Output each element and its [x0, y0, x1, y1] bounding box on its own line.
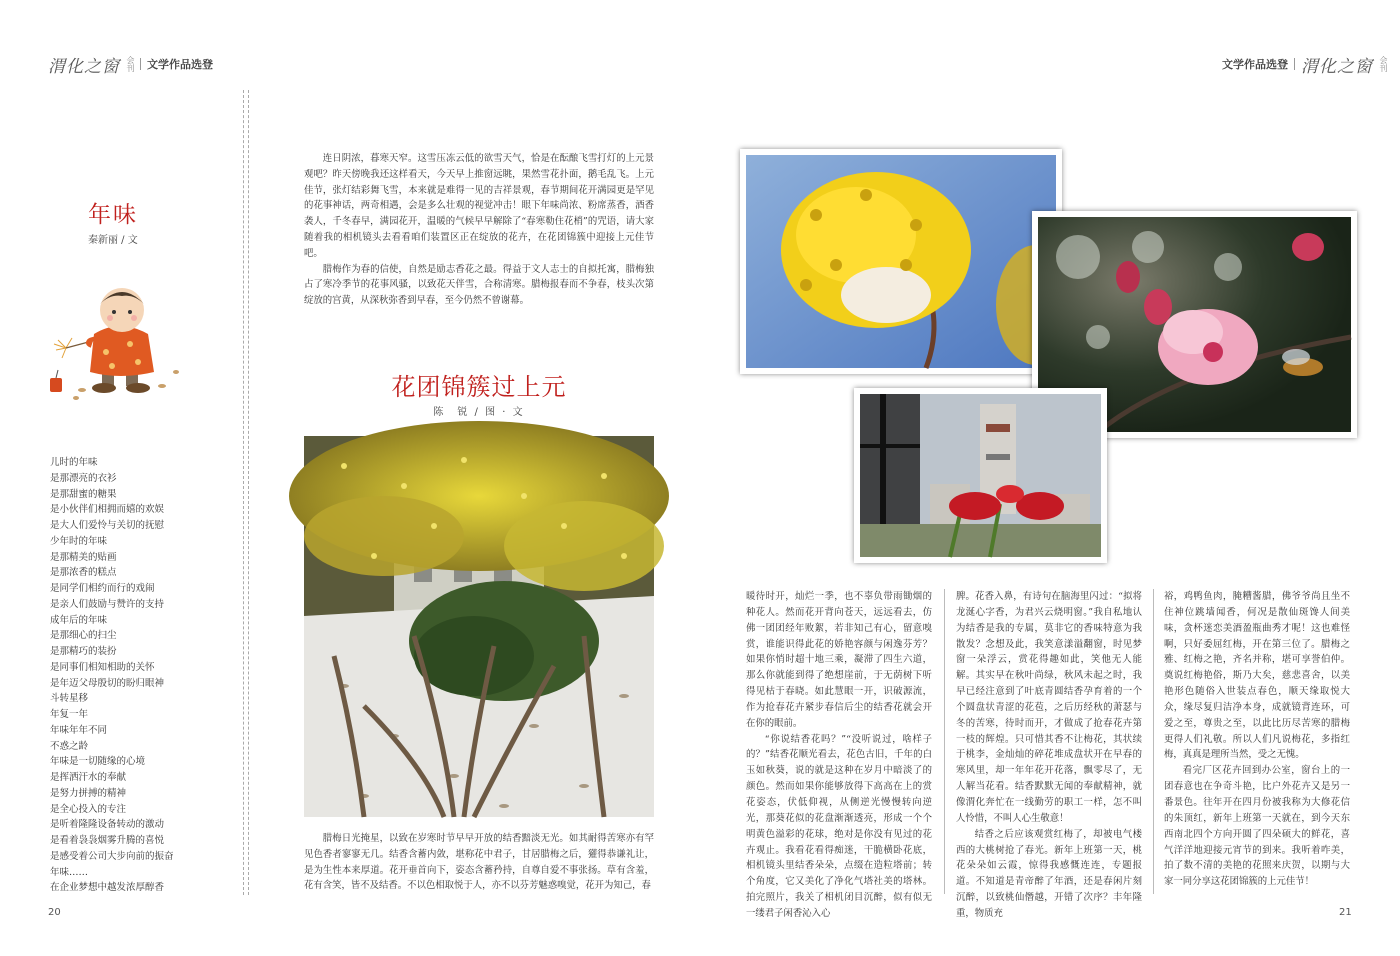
section-title: 文学作品选登: [1222, 58, 1288, 71]
logo-subtitle: 会刊: [126, 56, 135, 72]
poem-line: 是看着袅袅烟雾升腾的喜悦: [50, 835, 165, 846]
poem-line: 儿时的年味: [50, 457, 98, 468]
photo-frame-amaryllis: [854, 388, 1107, 563]
poem-line: 年复一年: [50, 709, 89, 720]
photo-wintersweet-tree-snow: [304, 436, 654, 817]
poem-line: 是那漂亮的衣衫: [50, 472, 117, 484]
poem-line: 年味年年不同: [50, 724, 108, 736]
page-number-left: 20: [48, 907, 61, 918]
header-divider: [140, 58, 141, 70]
photo-frame-edgeworthia: [740, 149, 1062, 374]
column-divider: [248, 90, 249, 895]
poem-line: 是那精巧的装扮: [50, 646, 117, 657]
poem-line: 是亲人们鼓励与赞许的支持: [50, 598, 165, 610]
article-paragraph-text: 暖待时开，灿烂一季，也不辜负带雨锄烟的种花人。然而花开背向苍天，远远看去，仿佛一团团经年败絮，若非知己有心，留意嗅赏，谁能识得此花的娇艳容颜与闲逸芬芳？如果你悄时超十地三乘，凝滞了四生六道，那么你就能到得了绝想崖前，于无荫树下听得见枯于春晓。如此慧眼一开，识破源流，作为抢春花卉紧步春信后尘的结香花就会开在你的眼前。: [746, 591, 932, 729]
poem-line: 是那细心的扫尘: [50, 630, 117, 642]
poem-line: 是那精美的贴画: [50, 551, 117, 563]
poem-line: 是那甜蜜的糖果: [50, 488, 117, 500]
child-firecracker-illustration: [46, 282, 196, 402]
poem-line: 成年后的年味: [50, 614, 108, 626]
article-column-3: [1164, 589, 1350, 909]
poem-line: 是挥洒汗水的奉献: [50, 772, 127, 783]
poem-line: 是听着隆隆设备转动的激动: [50, 819, 165, 831]
article-paragraph-text: 脾。花香入鼻，有诗句在脑海里闪过：“拟将龙涎心字香，为君兴云烧明窗。”我自私地认为结香是我的专属，莫非它的香味特意为我散发？念想及此，我笑意漾溢翻窗，时见梦窗一朵浮云，赏花得趣如此，笑他无人能解。其实早在秋叶尚绿，秋风未起之时，我早已经注意到了叶底青圆结香孕育着的一个个圆盘状青涩的花苞，之后历经秋的萧瑟与冬的苦寒，待时而开，才做成了抢春花卉第一枝的辉煌。只可惜其香不让梅花，其状续于桃李，金灿灿的碎花堆成盘状开在早春的寒风里，却一年年花开花落，飘零尽了，无人解当花看。结香默默无闻的奉献精神，就像渭化奔忙在一线勤劳的职工一样，怎不叫人怜惜，不叫人心生敬意！: [956, 591, 1142, 824]
poem-line: 是小伙伴们相拥而嬉的欢娱: [50, 504, 165, 516]
article-title: 花团锦簇过上元: [391, 373, 567, 401]
right-header: [1222, 52, 1387, 76]
poem-line: 是同事们相知相助的关怀: [50, 661, 155, 673]
photo-edgeworthia-flower: [746, 155, 1056, 368]
article-paragraph-text: 裕，鸡鸭鱼肉，腌糟酱腊，佛爷爷尚且坐不住神位跳墙闻香，何况是散仙斑馋人间美味，贪杯迷恋美酒盈瓶曲秀才呢！这也难怪啊，只好委屈红梅，开在第三位了。腊梅之雅、红梅之艳，齐名并称，堪可享誉伯仲。奠说红梅艳俗，斯乃大矣，慈悲喜舍，以美艳形色随俗入世装点春色，顺天缘取悦大众，缘尽复归洁净本身，成就镜背连环，可爱之至，尊贵之至，以此比历尽苦寒的腊梅更得人们礼敬。所以人们凡说梅花，多指红梅，真真是理所当然，受之无愧。: [1164, 591, 1350, 761]
poem-line: 是大人们爱怜与关切的抚慰: [50, 520, 165, 531]
article-column-2: [956, 589, 1142, 919]
poem-line: 少年时的年味: [50, 535, 108, 547]
section-title: 文学作品选登: [147, 58, 213, 71]
article-paragraph-text: 腊梅日光掩星，以致在岁寒时节早早开放的结香黯淡无光。如其耐得苦寒亦有罕见色香者寥寥无几。结香含蓄内敛，堪称花中君子，甘居腊梅之后，獾得恭谦礼让，是为生性本来厚道。花开垂首向下，姿态含蓄矜持，自尊自爱不事张扬。草有含羞，花有含笑，皆不及结香。不以色相取悦于人，亦不以芬芳魅惑嗅觉，花开为知己，春: [304, 833, 654, 892]
poem-line: 是全心投入的专注: [50, 803, 127, 815]
article-paragraph-text: 看完厂区花卉回到办公室，窗台上的一团春意也在争奇斗艳，比户外花卉又是另一番景色。往年开在四月份被我称为大修花信的朱顶红，新年上班第一天就在，到今天东西南北四个方向开圆了四朵硕大的鲜花，喜气洋洋地迎接元宵节的到来。我听着咋美，拍了数不清的美艳的花照来庆贺，以期与大家一同分享这花团锦簇的上元佳节！: [1164, 765, 1350, 888]
article-paragraph-text: “你说结香花吗？”“没听说过，啥样子的？”结香花顺光看去，花色古旧，千年的白玉如秋葵，说的就是这种在岁月中暗淡了的颜色。然而如果你能够放得下高高在上的赏花姿态，伏低仰视，从侧逆光慢慢转向逆光，那葵花似的花盘渐渐透亮，形成一个个明黄色溢彩的花球，绝对是你没有见过的花卉观止。我看花看得痴迷，干脆横卧花底，相机镜头里结香朵朵，点缀在造粒塔前；转个角度，它又美化了净化气塔社美的塔林。拍完照片，我关了相机闭目沉醉，似有似无一缕君子闲香沁入心: [746, 733, 932, 919]
article-column-1: [746, 589, 932, 919]
magazine-logo: 渭化之窗: [1301, 56, 1373, 77]
poem-body: [50, 455, 235, 896]
poem-line: 斗转星移: [50, 693, 89, 705]
intro-text: [304, 151, 654, 309]
poem-line: 是那浓香的糕点: [50, 567, 117, 579]
article-paragraph-text: 结香之后应该观赏红梅了，却被电气楼西的大桃树抢了春光。新年上班第一天，桃花朵朵如云霞，惊得我感慨连连，专题报道。不知道是青帝醉了年酒，还是春闲片刻沉醉，以致桃仙僭越，开错了次序？丰年隆重，物质充: [956, 828, 1142, 919]
article-author: 陈 锐 / 图 · 文: [433, 407, 525, 418]
poem-author: 秦新丽 / 文: [88, 235, 138, 246]
poem-line: 是感受着公司大步向前的振奋: [50, 850, 174, 862]
logo-subtitle: 会刊: [1379, 56, 1388, 72]
poem-line: 是年迈父母殷切的盼归眼神: [50, 677, 165, 689]
photo-amaryllis-window: [860, 394, 1101, 557]
poem-line: 年味……: [50, 866, 89, 878]
article-paragraph: [304, 831, 654, 895]
column-rule: [1153, 589, 1154, 894]
poem-line: 在企业梦想中越发浓厚醇香: [50, 882, 165, 894]
column-rule: [944, 589, 945, 894]
poem-line: 不惑之龄: [50, 740, 89, 752]
intro-paragraph: 腊梅作为春的信使，自然是励志香花之最。得益于文人志士的自拟托寓，腊梅独占了寒冷季节的花事风骚，以致花天伴雪，合称清寒。腊梅报春而不争春，枝头次第绽放的宫黄，从深秋弥香到早春，至今仍然不曾谢幕。: [304, 263, 654, 307]
intro-paragraph: 连日阴浓，暮寒天窄。这雪压冻云低的欲雪天气，恰是在酝酿飞雪打灯的上元景观吧？昨天傍晚我还这样看天，今天早上推窗远眺，果然雪花扑面，鹅毛乱飞。上元佳节，张灯结彩舞飞雪，本来就是难得一见的吉祥景观，春节期间花开满园更是罕见的花事神话，两奇相遇，会是多么壮观的视觉冲击！眼下年味尚浓、粉席蒸香，酒香袭人，千冬春早，满园花开，温暖的气候早早解除了“春寒勒住花梢”的咒语，请大家随着我的相机镜头去看看咱们装置区正在绽放的花卉，在花团锦簇中迎接上元佳节吧。: [304, 153, 654, 259]
poem-title: 年味: [88, 202, 138, 228]
poem-line: 是同学们相约而行的戏闹: [50, 583, 155, 594]
header-divider: [1294, 58, 1295, 70]
poem-line: 是努力拼搏的精神: [50, 787, 127, 799]
magazine-logo: 渭化之窗: [48, 56, 120, 77]
column-divider: [243, 90, 244, 895]
poem-line: 年味是一切随缘的心境: [50, 756, 146, 768]
page-number-right: 21: [1339, 907, 1352, 918]
left-header: [48, 52, 213, 76]
